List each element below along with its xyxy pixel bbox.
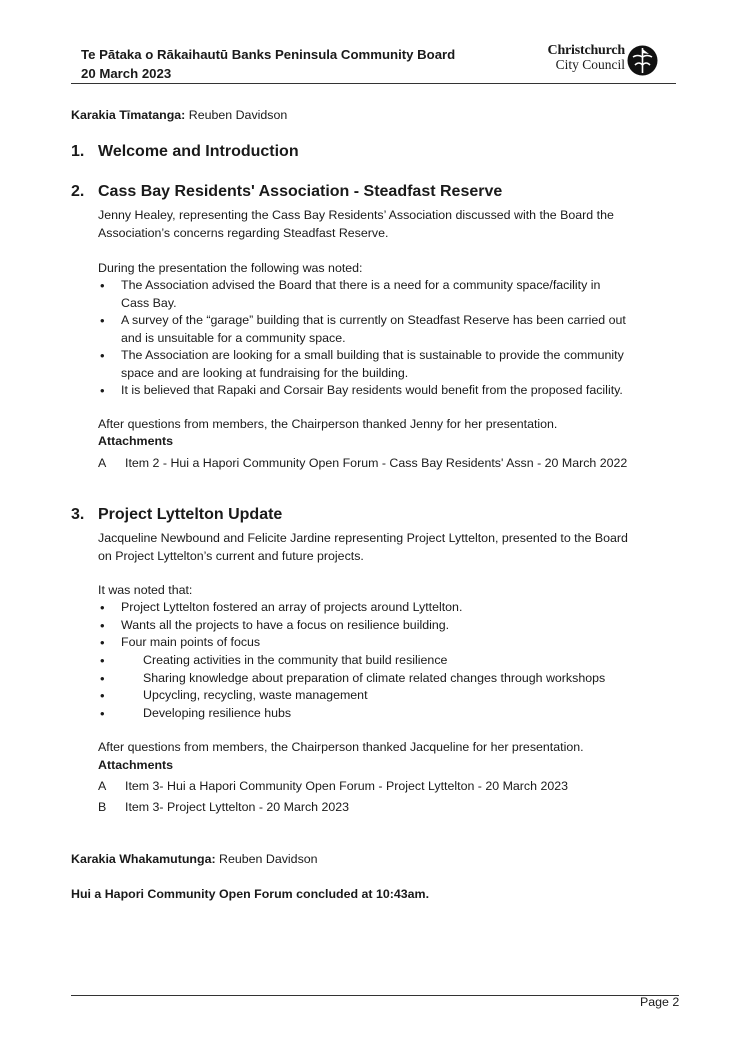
- list-item: • Developing resilience hubs: [98, 705, 668, 723]
- list-item: • Wants all the projects to have a focus on resilience building.: [98, 617, 668, 635]
- section-3-intro: Jacqueline Newbound and Felicite Jardine representing Project Lyttelton, presented to the Board on Project Lyttelton’s current and future projects.: [98, 531, 628, 563]
- list-item: • The Association advised the Board that there is a need for a community space/facility in Cass Bay.: [98, 277, 668, 312]
- header-divider: [71, 83, 676, 84]
- header-title: [81, 45, 455, 83]
- attachment-letter: A: [98, 456, 107, 470]
- attachment-item[interactable]: [98, 799, 349, 817]
- council-logo: [531, 44, 661, 76]
- header-board-name: Te Pātaka o Rākaihautū Banks Peninsula Community Board: [81, 47, 456, 62]
- section-2-bullet-list: [98, 277, 668, 400]
- karakia-opening-label: Karakia Tīmatanga:: [71, 108, 186, 122]
- attachment-title: Item 2 - Hui a Hapori Community Open Forum - Cass Bay Residents' Assn - 20 March 2022: [125, 456, 628, 470]
- list-item: • The Association are looking for a small building that is sustainable to provide the community space and are looking at fundraising for the building.: [98, 347, 668, 382]
- attachment-item[interactable]: [98, 778, 568, 796]
- section-2-heading: [71, 182, 502, 202]
- attachment-letter: B: [98, 800, 107, 814]
- section-number: 3.: [71, 506, 85, 523]
- header-date: 20 March 2023: [81, 66, 172, 81]
- section-2-intro: Jenny Healey, representing the Cass Bay Residents’ Association discussed with the Board the Association’s concerns regarding Steadfast Reserve.: [98, 208, 614, 240]
- karakia-opening-name: Reuben Davidson: [188, 108, 288, 122]
- list-item: • Project Lyttelton fostered an array of projects around Lyttelton.: [98, 599, 668, 617]
- section-3-heading: [71, 505, 282, 525]
- karakia-opening: [71, 107, 287, 125]
- section-3-bullet-list: [98, 599, 668, 652]
- section-3-attachments-label: Attachments: [98, 758, 174, 772]
- logo-line2: City Council: [555, 57, 625, 72]
- karakia-closing: [71, 851, 318, 869]
- karakia-closing-label: Karakia Whakamutunga:: [71, 852, 216, 866]
- karakia-closing-name: Reuben Davidson: [219, 852, 318, 866]
- section-number: 2.: [71, 183, 85, 200]
- section-2-closing: After questions from members, the Chairperson thanked Jenny for her presentation.: [98, 417, 558, 431]
- logo-line1: Christchurch: [547, 43, 625, 58]
- page-number: Page 2: [640, 995, 680, 1009]
- list-item: • Four main points of focus: [98, 634, 668, 652]
- attachment-title: Item 3- Hui a Hapori Community Open Forum - Project Lyttelton - 20 March 2023: [125, 779, 569, 793]
- section-title: Welcome and Introduction: [98, 143, 299, 160]
- section-3-sub-bullet-list: [98, 652, 668, 722]
- footer-divider: [71, 995, 679, 996]
- list-item: • Upcycling, recycling, waste management: [98, 687, 668, 705]
- section-1-heading: [71, 142, 299, 162]
- section-3-noted: It was noted that:: [98, 583, 193, 597]
- list-item: • Sharing knowledge about preparation of climate related changes through workshops: [98, 670, 668, 688]
- list-item: • It is believed that Rapaki and Corsair Bay residents would benefit from the proposed facility.: [98, 382, 668, 400]
- section-title: Cass Bay Residents' Association - Steadfast Reserve: [98, 183, 503, 200]
- section-number: 1.: [71, 143, 85, 160]
- attachment-letter: A: [98, 779, 107, 793]
- section-2-attachments-label: Attachments: [98, 434, 174, 448]
- section-title: Project Lyttelton Update: [98, 506, 283, 523]
- list-item: • A survey of the “garage” building that is currently on Steadfast Reserve has been carried out and is unsuitable for a community space.: [98, 312, 668, 347]
- meeting-concluded: Hui a Hapori Community Open Forum concluded at 10:43am.: [71, 887, 430, 901]
- council-emblem-icon: [627, 45, 658, 76]
- list-item: • Creating activities in the community that build resilience: [98, 652, 668, 670]
- attachment-item[interactable]: [98, 455, 627, 473]
- attachment-title: Item 3- Project Lyttelton - 20 March 2023: [125, 800, 350, 814]
- section-3-closing: After questions from members, the Chairperson thanked Jacqueline for her presentation.: [98, 740, 584, 754]
- section-2-noted: During the presentation the following was noted:: [98, 261, 363, 275]
